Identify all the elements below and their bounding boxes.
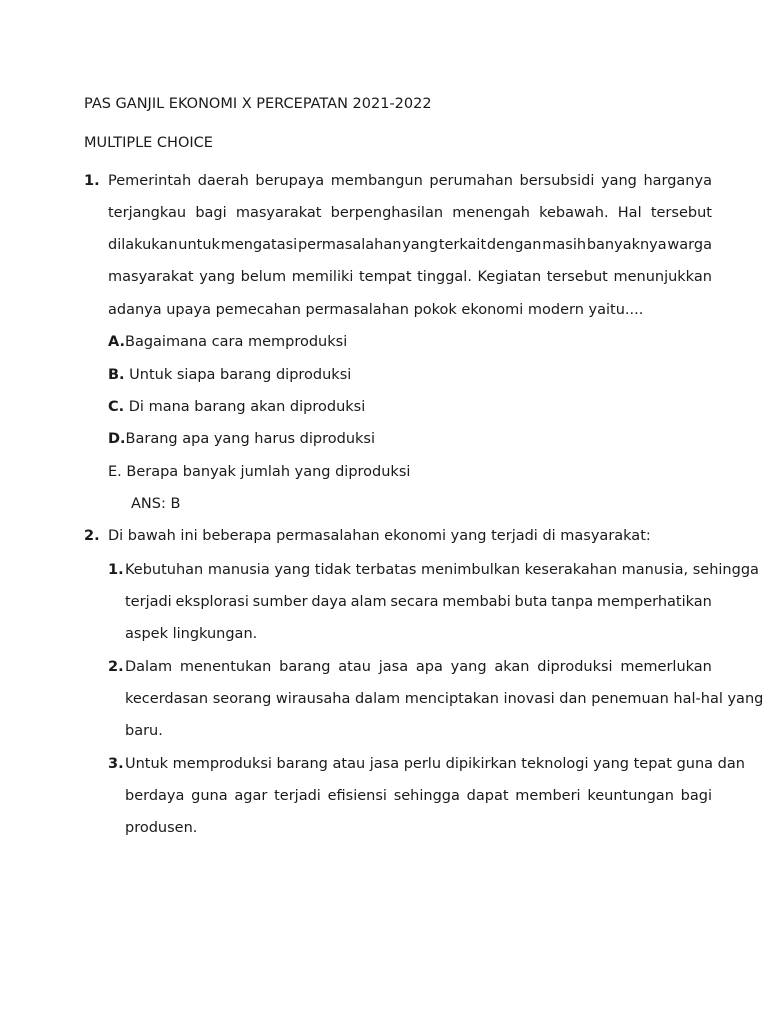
word: apa [415, 659, 443, 675]
word: terjangkau [108, 205, 187, 221]
word: terjadi [274, 788, 321, 804]
word: agar [234, 788, 268, 804]
word: harganya [643, 173, 712, 189]
word: menunjukkan [613, 269, 712, 285]
word: akan [494, 659, 530, 675]
word: yang [600, 173, 637, 189]
item-2-line-3: baru. [125, 723, 163, 739]
item-1-number: 1. [108, 562, 124, 578]
word: masih [542, 237, 587, 253]
option-text: Berapa banyak jumlah yang diproduksi [126, 464, 411, 480]
word: keuntungan [587, 788, 674, 804]
word: belum [240, 269, 287, 285]
item-2-number: 2. [108, 659, 124, 675]
word: tinggal. [417, 269, 472, 285]
item-2-line-1 [125, 657, 712, 677]
option-c [108, 397, 365, 417]
option-text: Di mana barang akan diproduksi [128, 399, 366, 415]
word: warga [667, 237, 712, 253]
word: yang [402, 237, 439, 253]
word: yang [450, 659, 487, 675]
option-text: Barang apa yang harus diproduksi [125, 431, 375, 447]
option-letter: E. [108, 464, 122, 480]
item-3-line-3: produsen. [125, 820, 198, 836]
word: Dalam [125, 659, 173, 675]
word: tersebut [546, 269, 608, 285]
word: dapat [466, 788, 509, 804]
word: berdaya [125, 788, 185, 804]
word: bagi [195, 205, 227, 221]
word: guna [191, 788, 228, 804]
question-2-stem: Di bawah ini beberapa permasalahan ekonomi yang terjadi di masyarakat: [108, 528, 651, 544]
word: memerlukan [620, 659, 712, 675]
option-b [108, 365, 351, 385]
question-1-number: 1. [84, 173, 100, 189]
word: yang [199, 269, 236, 285]
word: alam [350, 594, 387, 610]
word: masyarakat [235, 205, 322, 221]
word: jasa [378, 659, 409, 675]
question-1-stem-line-2 [108, 203, 712, 223]
item-2-line-2: kecerdasan seorang wirausaha dalam menciptakan inovasi dan penemuan hal-hal yang [125, 691, 764, 707]
item-1-line-2 [125, 592, 712, 612]
option-letter: D. [108, 431, 126, 447]
word: dengan [486, 237, 542, 253]
word: permasalahan [297, 237, 402, 253]
word: terkait [438, 237, 487, 253]
option-letter: B. [108, 367, 125, 383]
word: efisiensi [327, 788, 387, 804]
word: menengah [452, 205, 530, 221]
word: barang [279, 659, 331, 675]
word: dilakukan [108, 237, 178, 253]
word: bagi [680, 788, 712, 804]
word: eksplorasi [175, 594, 249, 610]
word: tersebut [650, 205, 712, 221]
word: kebawah. [539, 205, 609, 221]
word: mengatasi [220, 237, 298, 253]
option-letter: C. [108, 399, 125, 415]
item-3-line-1: Untuk memproduksi barang atau jasa perlu dipikirkan teknologi yang tepat guna dan [125, 756, 745, 772]
word: menentukan [179, 659, 272, 675]
option-text: Untuk siapa barang diproduksi [129, 367, 352, 383]
section-heading: MULTIPLE CHOICE [84, 135, 213, 151]
item-3-line-2 [125, 786, 712, 806]
word: memiliki [291, 269, 354, 285]
word: memberi [515, 788, 581, 804]
question-1-stem-line-4 [108, 267, 712, 287]
option-text: Bagaimana cara memproduksi [125, 334, 348, 350]
word: sehingga [393, 788, 460, 804]
question-1-stem-line-3 [108, 235, 712, 255]
word: Kegiatan [477, 269, 542, 285]
word: atau [338, 659, 371, 675]
word: buta [514, 594, 548, 610]
word: diproduksi [537, 659, 613, 675]
word: tanpa [551, 594, 594, 610]
item-1-line-3: aspek lingkungan. [125, 626, 258, 642]
word: tempat [359, 269, 412, 285]
word: sumber [252, 594, 308, 610]
answer-key: ANS: B [131, 496, 181, 512]
option-letter: A. [108, 334, 125, 350]
option-a [108, 332, 347, 352]
word: membabi [442, 594, 511, 610]
word: berpenghasilan [330, 205, 444, 221]
question-1-stem-line-1 [108, 171, 712, 191]
option-d [108, 429, 375, 449]
word: perumahan [429, 173, 513, 189]
word: Hal [617, 205, 642, 221]
item-1-line-1: Kebutuhan manusia yang tidak terbatas menimbulkan keserakahan manusia, sehingga [125, 562, 759, 578]
word: berupaya [255, 173, 325, 189]
word: masyarakat [108, 269, 194, 285]
document-title: PAS GANJIL EKONOMI X PERCEPATAN 2021-2022 [84, 96, 432, 112]
word: daerah [197, 173, 249, 189]
question-2-number: 2. [84, 528, 100, 544]
word: bersubsidi [519, 173, 595, 189]
word: Pemerintah [108, 173, 192, 189]
word: banyaknya [586, 237, 667, 253]
word: untuk [178, 237, 220, 253]
question-1-stem-line-5: adanya upaya pemecahan permasalahan pokok ekonomi modern yaitu.... [108, 302, 644, 318]
word: memperhatikan [596, 594, 712, 610]
word: membangun [330, 173, 423, 189]
word: terjadi [125, 594, 172, 610]
word: daya [311, 594, 347, 610]
option-e [108, 462, 410, 482]
item-3-number: 3. [108, 756, 124, 772]
word: secara [390, 594, 439, 610]
